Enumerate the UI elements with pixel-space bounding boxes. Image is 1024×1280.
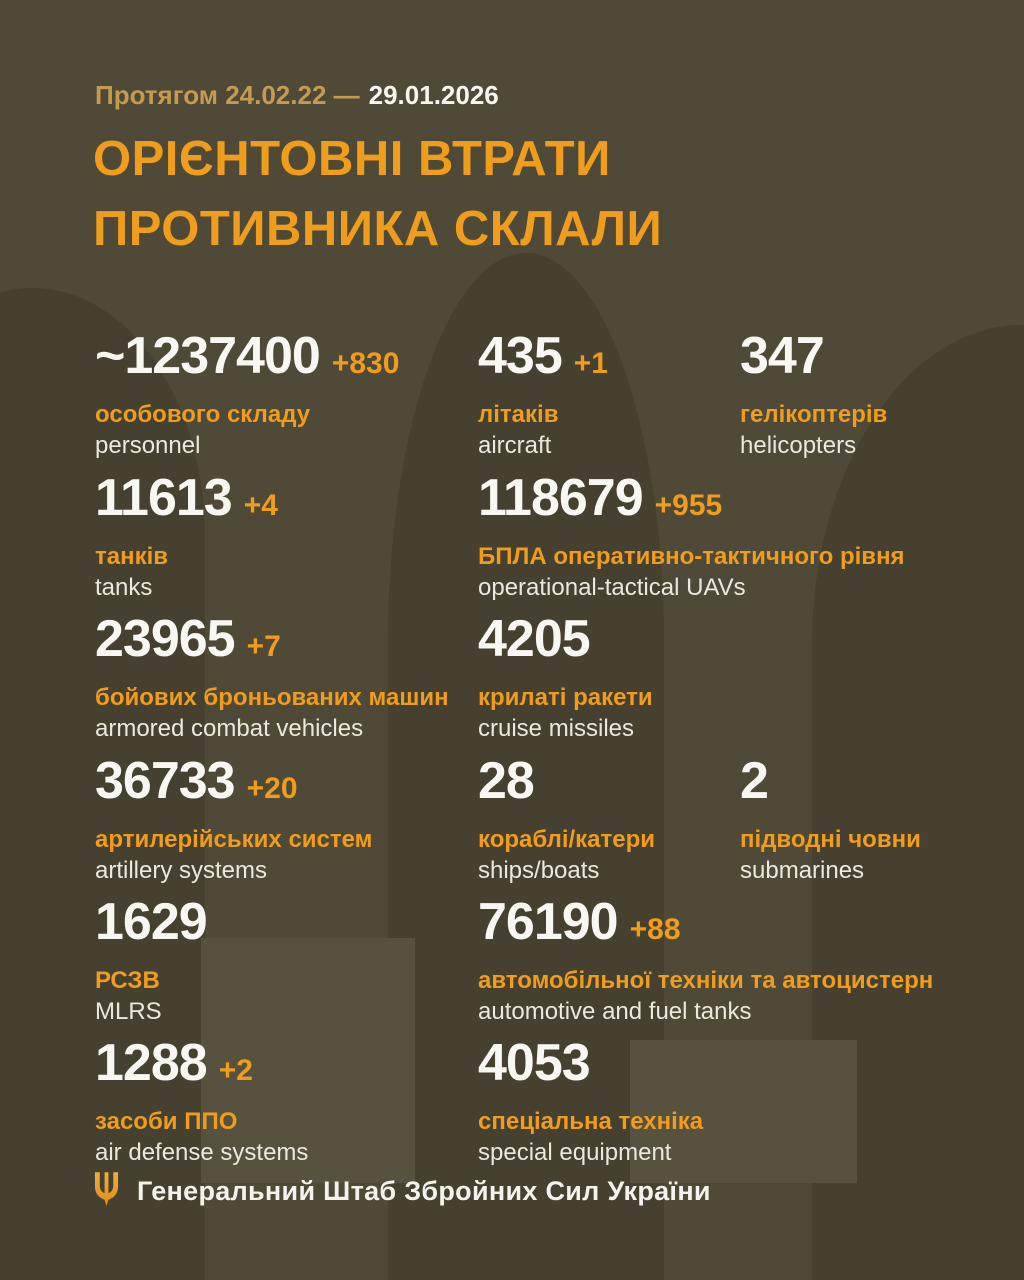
stat-personnel <box>95 328 399 461</box>
stat-label-ua: РСЗВ <box>95 967 160 994</box>
stat-delta: +1 <box>573 347 608 380</box>
stat-label-ua: артилерійських систем <box>95 826 373 853</box>
stat-value: 36733 <box>95 752 235 810</box>
stat-value: 118679 <box>478 469 643 527</box>
stat-armored-combat-vehicles <box>95 611 449 744</box>
stat-value: 1288 <box>95 1034 207 1092</box>
stat-delta: +7 <box>246 630 281 663</box>
stat-label-ua: особового складу <box>95 401 311 428</box>
page-title-line2: ПРОТИВНИКА СКЛАЛИ <box>93 202 663 256</box>
stat-label-en: operational-tactical UAVs <box>478 574 746 601</box>
stat-artillery <box>95 753 372 886</box>
page-title <box>93 124 662 264</box>
stat-label-ua: танків <box>95 543 169 570</box>
stat-label-ua: кораблі/катери <box>478 826 656 853</box>
stat-label-ua: засоби ППО <box>95 1108 238 1135</box>
stat-label-en: armored combat vehicles <box>95 715 364 742</box>
stat-cruise-missiles <box>478 611 653 744</box>
stat-label-en: artillery systems <box>95 857 268 884</box>
stat-helicopters <box>740 328 887 461</box>
stat-delta: +830 <box>331 347 400 380</box>
stat-value: ~1237400 <box>95 327 320 385</box>
stat-label-ua: БПЛА оперативно-тактичного рівня <box>478 543 905 570</box>
stat-label-en: air defense systems <box>95 1139 309 1166</box>
stat-ships-boats <box>478 753 655 886</box>
stat-label-en: ships/boats <box>478 857 600 884</box>
period-date: 29.01.2026 <box>368 80 499 110</box>
stat-label-en: special equipment <box>478 1139 672 1166</box>
trident-icon <box>93 1172 120 1211</box>
stat-value: 1629 <box>95 893 207 951</box>
stat-label-ua: підводні човни <box>740 826 921 853</box>
stat-label-en: aircraft <box>478 432 552 459</box>
footer-org-name: Генеральний Штаб Збройних Сил України <box>137 1176 711 1206</box>
stat-value: 347 <box>740 327 824 385</box>
stat-label-ua: літаків <box>478 401 559 428</box>
period-prefix: Протягом 24.02.22 — <box>95 80 360 110</box>
stat-delta: +88 <box>629 913 681 946</box>
stat-value: 4205 <box>478 610 590 668</box>
stat-tanks <box>95 470 278 603</box>
stat-label-ua: гелікоптерів <box>740 401 888 428</box>
report-period <box>95 80 499 111</box>
stat-label-en: MLRS <box>95 998 162 1025</box>
stat-uavs <box>478 470 905 603</box>
stat-mlrs <box>95 894 207 1027</box>
stat-delta: +4 <box>243 489 278 522</box>
stat-value: 4053 <box>478 1034 590 1092</box>
footer <box>93 1172 711 1211</box>
stat-automotive <box>478 894 933 1027</box>
stat-label-ua: автомобільної техніки та автоцистерн <box>478 967 934 994</box>
stat-value: 435 <box>478 327 562 385</box>
stat-value: 28 <box>478 752 534 810</box>
stat-delta: +20 <box>246 772 298 805</box>
stat-submarines <box>740 753 921 886</box>
stat-delta: +955 <box>654 489 723 522</box>
stat-value: 23965 <box>95 610 235 668</box>
stat-label-en: automotive and fuel tanks <box>478 998 752 1025</box>
stat-label-en: helicopters <box>740 432 857 459</box>
stat-value: 2 <box>740 752 768 810</box>
stat-value: 11613 <box>95 469 232 527</box>
stat-value: 76190 <box>478 893 618 951</box>
stat-label-en: submarines <box>740 857 865 884</box>
stat-label-ua: крилаті ракети <box>478 684 653 711</box>
stat-label-ua: бойових броньованих машин <box>95 684 449 711</box>
stat-delta: +2 <box>218 1054 253 1087</box>
stat-air-defense <box>95 1035 308 1168</box>
stat-label-en: tanks <box>95 574 153 601</box>
stat-label-ua: спеціальна техніка <box>478 1108 704 1135</box>
stat-label-en: personnel <box>95 432 201 459</box>
page-title-line1: ОРІЄНТОВНІ ВТРАТИ <box>93 132 611 186</box>
stat-label-en: cruise missiles <box>478 715 635 742</box>
stat-special-equipment <box>478 1035 703 1168</box>
stat-aircraft <box>478 328 608 461</box>
